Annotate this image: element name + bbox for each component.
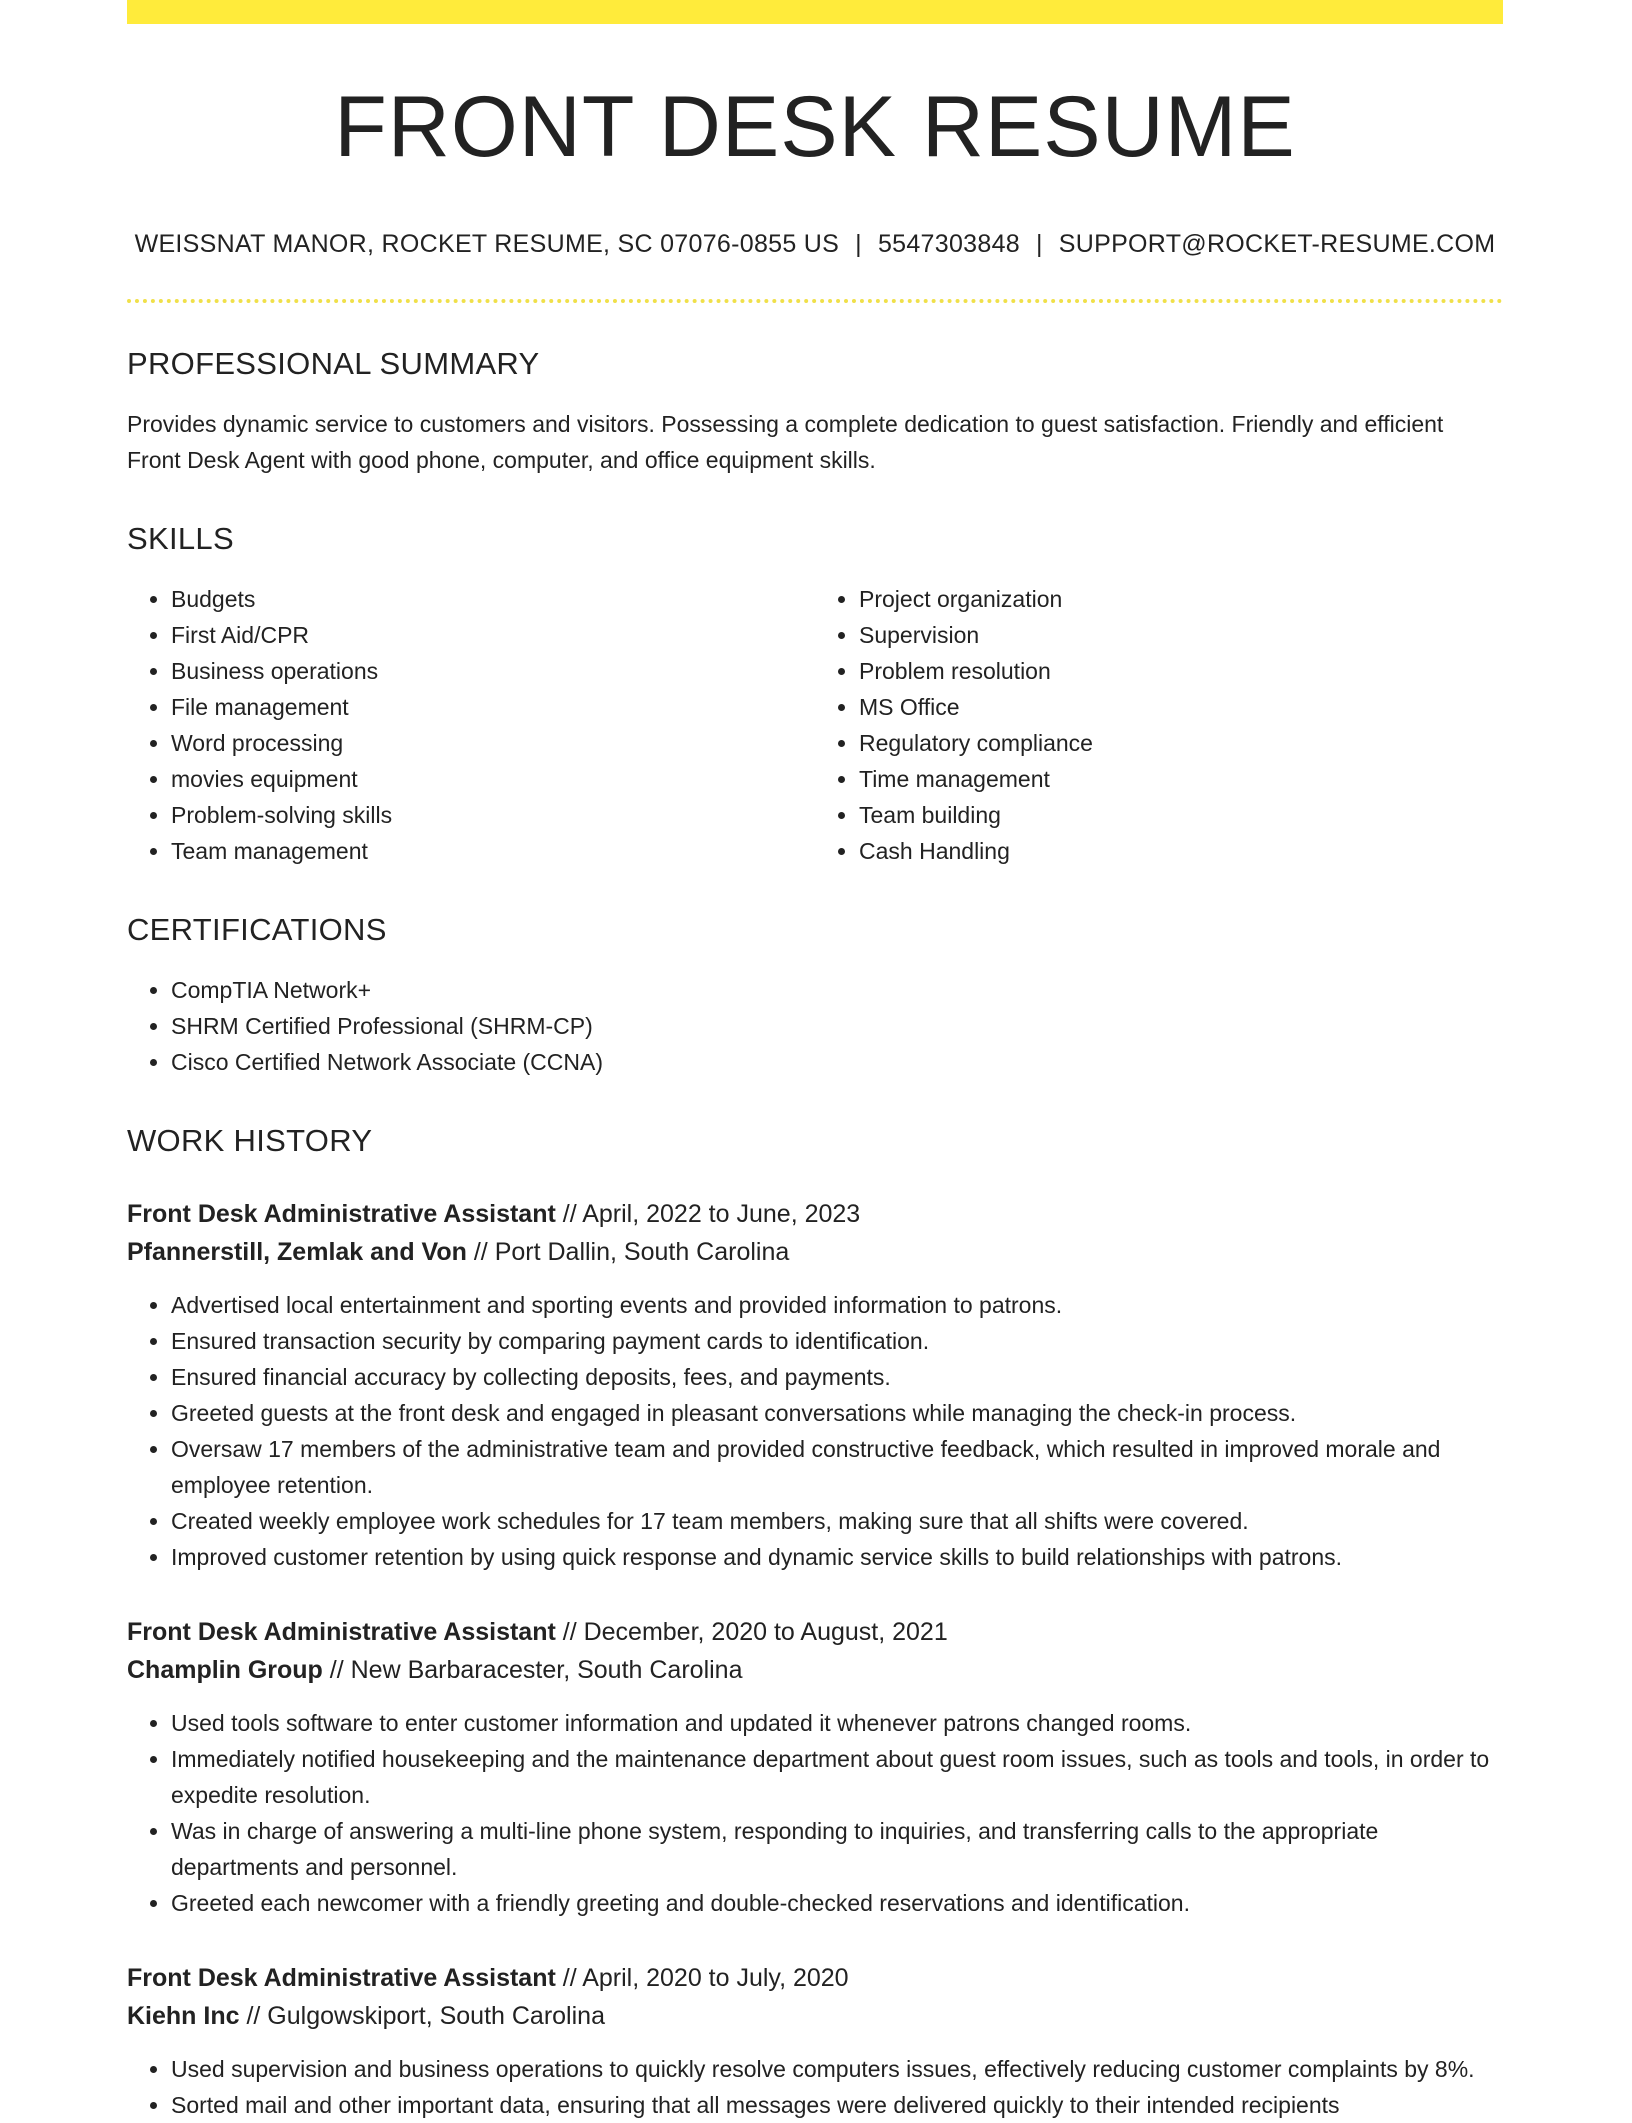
skill-item: • Team management	[171, 833, 815, 869]
job-bullet: • Oversaw 17 members of the administrative team and provided constructive feedback, which resulted in improved morale and employee retention.	[171, 1431, 1503, 1503]
job-entry	[127, 1959, 1503, 2123]
job-bullets	[127, 2051, 1503, 2123]
contact-separator: |	[855, 229, 862, 258]
skill-item: • Budgets	[171, 581, 815, 617]
job-bullet: • Used supervision and business operations to quickly resolve computers issues, effectively reducing customer complaints by 8%.	[171, 2051, 1503, 2087]
job-company-line	[127, 1651, 1503, 1689]
work-history	[127, 1195, 1503, 2123]
job-location: // New Barbaracester, South Carolina	[322, 1656, 743, 1685]
job-location: // Gulgowskiport, South Carolina	[239, 2002, 605, 2031]
skill-item: • Word processing	[171, 725, 815, 761]
job-bullet: • Used tools software to enter customer information and updated it whenever patrons changed rooms.	[171, 1705, 1503, 1741]
job-title-line	[127, 1195, 1503, 1233]
contact-line	[127, 229, 1503, 259]
skill-item: • Time management	[859, 761, 1503, 797]
top-accent-bar	[127, 0, 1503, 24]
job-company-line	[127, 1233, 1503, 1271]
job-company: Kiehn Inc	[127, 2002, 240, 2031]
skills-heading: SKILLS	[127, 520, 234, 556]
skills-list	[127, 581, 1503, 869]
job-entry	[127, 1613, 1503, 1921]
resume-title: FRONT DESK RESUME	[334, 79, 1296, 175]
skill-item: • Problem resolution	[859, 653, 1503, 689]
skill-item: • Business operations	[171, 653, 815, 689]
job-bullets	[127, 1705, 1503, 1921]
certification-item: • SHRM Certified Professional (SHRM-CP)	[171, 1008, 1503, 1044]
contact-address: WEISSNAT MANOR, ROCKET RESUME, SC 07076-0855 US	[134, 229, 840, 258]
certifications-list	[127, 972, 1503, 1080]
contact-email: SUPPORT@ROCKET-RESUME.COM	[1058, 229, 1496, 258]
job-bullet: • Ensured financial accuracy by collecting deposits, fees, and payments.	[171, 1359, 1503, 1395]
summary-text: Provides dynamic service to customers and visitors. Possessing a complete dedication to guest satisfaction. Friendly and efficient Front Desk Agent with good phone, computer, and office equipment skills.	[127, 410, 1444, 473]
job-entry	[127, 1195, 1503, 1575]
job-company-line	[127, 1997, 1503, 2035]
job-bullets	[127, 1287, 1503, 1575]
skill-item: • Project organization	[859, 581, 1503, 617]
job-bullet: • Greeted each newcomer with a friendly greeting and double-checked reservations and identification.	[171, 1885, 1503, 1921]
job-company: Champlin Group	[127, 1656, 323, 1685]
certifications-heading: CERTIFICATIONS	[127, 911, 387, 947]
job-title: Front Desk Administrative Assistant	[127, 1964, 556, 1993]
skill-item: • First Aid/CPR	[171, 617, 815, 653]
work-history-heading: WORK HISTORY	[127, 1123, 373, 1159]
job-location: // Port Dallin, South Carolina	[466, 1238, 790, 1267]
skill-item: • MS Office	[859, 689, 1503, 725]
skills-column-left	[127, 581, 815, 869]
contact-phone: 5547303848	[877, 229, 1020, 258]
skill-item: • Cash Handling	[859, 833, 1503, 869]
job-dates: // April, 2022 to June, 2023	[555, 1200, 861, 1229]
job-bullet: • Sorted mail and other important data, ensuring that all messages were delivered quickly to their intended recipients	[171, 2087, 1503, 2123]
job-dates: // April, 2020 to July, 2020	[555, 1964, 849, 1993]
job-dates: // December, 2020 to August, 2021	[555, 1618, 948, 1647]
job-company: Pfannerstill, Zemlak and Von	[127, 1238, 467, 1267]
skills-column-right	[815, 581, 1503, 869]
skill-item: • Regulatory compliance	[859, 725, 1503, 761]
job-title-line	[127, 1959, 1503, 1997]
dotted-divider	[127, 299, 1503, 303]
job-bullet: • Immediately notified housekeeping and the maintenance department about guest room issues, such as tools and tools, in order to expedite resolution.	[171, 1741, 1503, 1813]
job-bullet: • Improved customer retention by using quick response and dynamic service skills to build relationships with patrons.	[171, 1539, 1503, 1575]
certification-item: • Cisco Certified Network Associate (CCNA)	[171, 1044, 1503, 1080]
skill-item: • Team building	[859, 797, 1503, 833]
skill-item: • File management	[171, 689, 815, 725]
certification-item: • CompTIA Network+	[171, 972, 1503, 1008]
job-bullet: • Was in charge of answering a multi-line phone system, responding to inquiries, and transferring calls to the appropriate departments and personnel.	[171, 1813, 1503, 1885]
job-bullet: • Ensured transaction security by comparing payment cards to identification.	[171, 1323, 1503, 1359]
job-bullet: • Created weekly employee work schedules for 17 team members, making sure that all shifts were covered.	[171, 1503, 1503, 1539]
job-bullet: • Greeted guests at the front desk and engaged in pleasant conversations while managing the check-in process.	[171, 1395, 1503, 1431]
job-title-line	[127, 1613, 1503, 1651]
job-title: Front Desk Administrative Assistant	[127, 1618, 556, 1647]
job-title: Front Desk Administrative Assistant	[127, 1200, 556, 1229]
skill-item: • Supervision	[859, 617, 1503, 653]
summary-heading: PROFESSIONAL SUMMARY	[127, 345, 540, 381]
resume-page	[127, 0, 1503, 2123]
job-bullet: • Advertised local entertainment and sporting events and provided information to patrons.	[171, 1287, 1503, 1323]
contact-separator: |	[1035, 229, 1043, 258]
skill-item: • movies equipment	[171, 761, 815, 797]
skill-item: • Problem-solving skills	[171, 797, 815, 833]
